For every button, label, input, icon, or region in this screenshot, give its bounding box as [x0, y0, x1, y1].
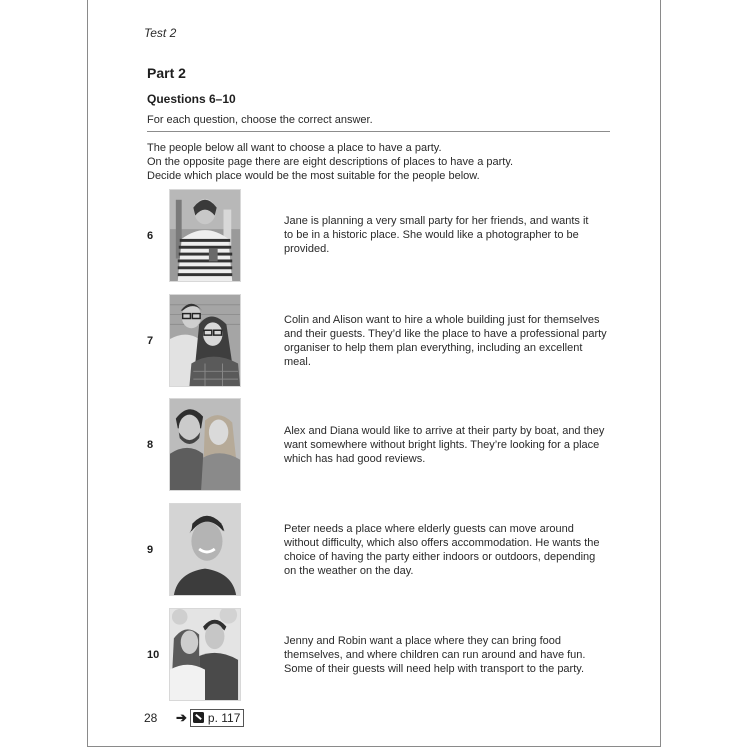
question-9 — [140, 503, 620, 598]
text-line: want somewhere without bright lights. They’re looking for a place — [284, 439, 600, 451]
young-man-smiling-photo — [169, 503, 241, 596]
question-text — [284, 424, 624, 466]
text-line: provided. — [284, 243, 330, 255]
text-line: organiser to help them plan everything, including an excellent — [284, 342, 583, 354]
question-number: 10 — [147, 649, 160, 661]
couple-outdoors-photo — [169, 608, 241, 701]
question-text — [284, 214, 624, 256]
page-reference-box[interactable] — [190, 709, 244, 727]
question-10 — [140, 608, 620, 703]
text-line: to be in a historic place. She would like a photographer to be — [284, 229, 579, 241]
question-8 — [140, 398, 620, 493]
woman-striped-top-photo — [169, 189, 241, 282]
text-line: Some of their guests will need help with transport to the party. — [284, 663, 585, 675]
text-line: Peter needs a place where elderly guests can move around — [284, 523, 574, 535]
text-line: on the weather on the day. — [284, 565, 414, 577]
questions-title: Questions 6–10 — [147, 92, 236, 106]
divider — [147, 131, 610, 132]
instruction: For each question, choose the correct answer. — [147, 114, 373, 126]
question-text — [284, 522, 624, 578]
text-line: choice of having the party either indoors or outdoors, depending — [284, 551, 596, 563]
question-7 — [140, 294, 620, 389]
page-number: 28 — [144, 711, 158, 725]
question-text — [284, 634, 624, 676]
page-reference-label: p. 117 — [207, 710, 241, 725]
text-line: Jenny and Robin want a place where they can bring food — [284, 635, 562, 647]
intro-line: The people below all want to choose a place to have a party. — [147, 142, 442, 154]
text-line: Alex and Diana would like to arrive at their party by boat, and they — [284, 425, 605, 437]
couple-smiling-photo — [169, 398, 241, 491]
question-6 — [140, 189, 620, 284]
question-number: 9 — [147, 544, 154, 556]
text-line: and their guests. They’d like the place to have a professional party — [284, 328, 607, 340]
text-line: Jane is planning a very small party for her friends, and wants it — [284, 215, 589, 227]
question-number: 7 — [147, 335, 154, 347]
text-line: Colin and Alison want to hire a whole building just for themselves — [284, 314, 600, 326]
right-arrow-icon: ➔ — [176, 709, 187, 725]
text-line: without difficulty, which also offers accommodation. He wants the — [284, 537, 600, 549]
intro-line: On the opposite page there are eight descriptions of places to have a party. — [147, 156, 514, 168]
text-line: which has had good reviews. — [284, 453, 426, 465]
question-number: 8 — [147, 439, 154, 451]
pencil-icon — [193, 712, 204, 723]
intro-text — [147, 141, 513, 183]
couple-glasses-photo — [169, 294, 241, 387]
text-line: meal. — [284, 356, 311, 368]
running-head: Test 2 — [144, 26, 177, 40]
question-text — [284, 313, 624, 369]
intro-line: Decide which place would be the most suitable for the people below. — [147, 170, 480, 182]
part-title: Part 2 — [147, 65, 186, 81]
question-number: 6 — [147, 230, 154, 242]
answer-key-reference[interactable] — [176, 709, 244, 726]
text-line: themselves, and where children can run around and have fun. — [284, 649, 586, 661]
